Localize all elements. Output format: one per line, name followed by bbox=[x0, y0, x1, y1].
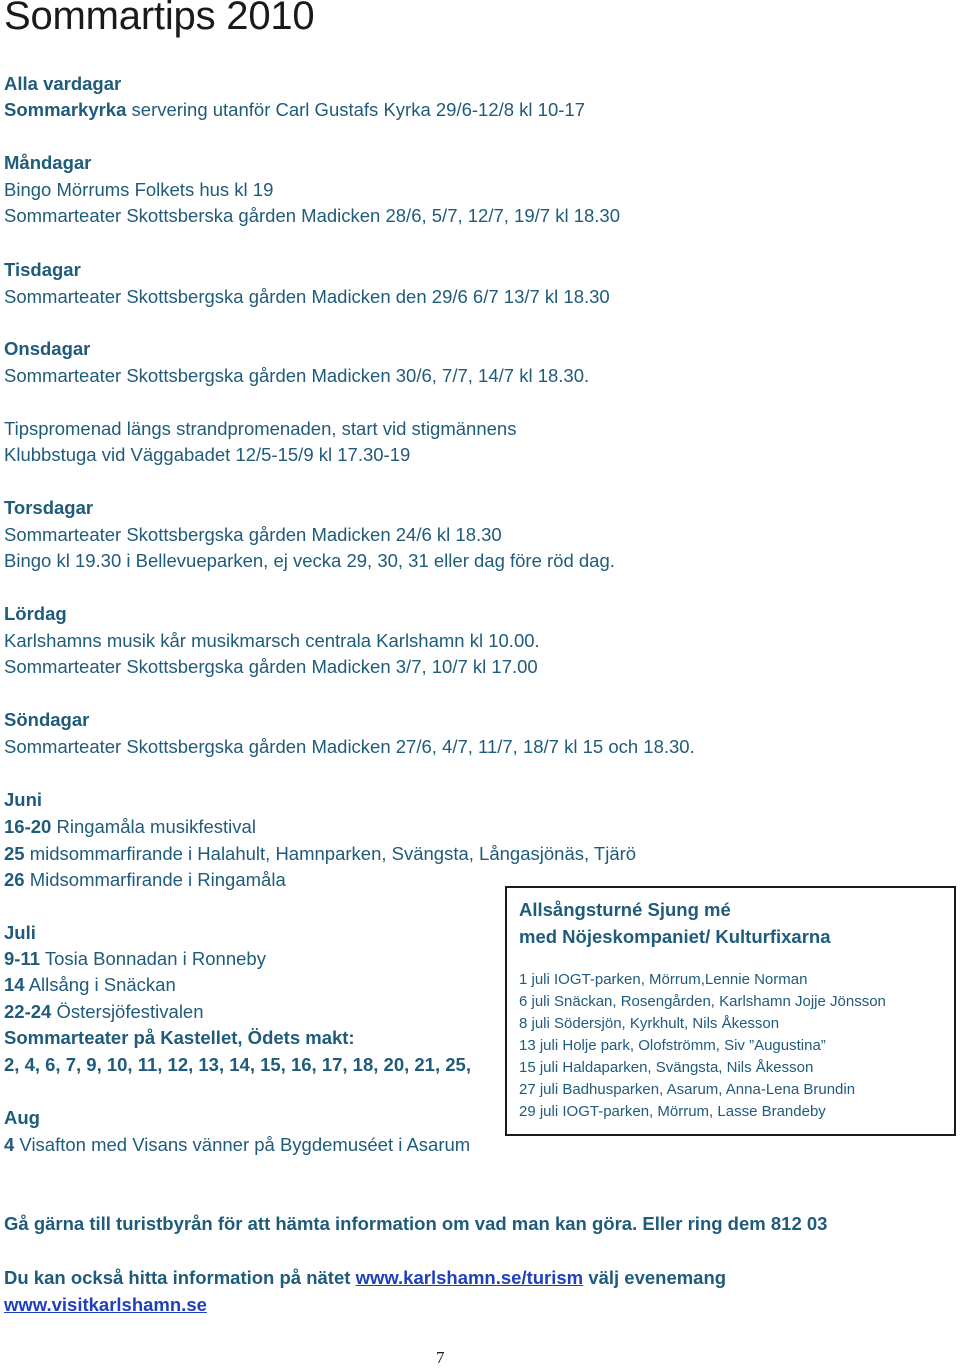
footer-web-text-end: välj evenemang bbox=[583, 1267, 727, 1288]
juni-item-text: Ringamåla musikfestival bbox=[51, 816, 256, 837]
kastellet-dates: 2, 4, 6, 7, 9, 10, 11, 12, 13, 14, 15, 16, 17, 18, 20, 21, 25, bbox=[4, 1054, 471, 1075]
heading-tisdagar: Tisdagar bbox=[4, 259, 81, 280]
allsang-item: 13 juli Holje park, Olofströmm, Siv ”Augustina” bbox=[519, 1037, 826, 1054]
onsdagar-tipspromenad-2: Klubbstuga vid Väggabadet 12/5-15/9 kl 17.30-19 bbox=[4, 444, 411, 465]
juli-item bbox=[4, 948, 266, 970]
allsang-title-2: med Nöjeskompaniet/ Kulturfixarna bbox=[519, 926, 831, 947]
juni-item-date: 16-20 bbox=[4, 816, 52, 837]
visitkarlshamn-link[interactable]: www.visitkarlshamn.se bbox=[4, 1294, 207, 1315]
aug-item-text: Visafton med Visans vänner på Bygdemuséet i Asarum bbox=[14, 1134, 471, 1155]
sommarkyrka-line bbox=[4, 99, 585, 121]
sondagar-teater: Sommarteater Skottsbergska gården Madicken 27/6, 4/7, 11/7, 18/7 kl 15 och 18.30. bbox=[4, 736, 695, 757]
heading-juni: Juni bbox=[4, 789, 43, 810]
sommarkyrka-text: servering utanför Carl Gustafs Kyrka 29/6-12/8 kl 10-17 bbox=[126, 99, 585, 120]
heading-juli: Juli bbox=[4, 922, 36, 943]
juli-item-text: Tosia Bonnadan i Ronneby bbox=[40, 948, 266, 969]
allsang-item: 8 juli Södersjön, Kyrkhult, Nils Åkesson bbox=[519, 1015, 780, 1032]
juli-item-date: 9-11 bbox=[4, 948, 41, 969]
allsang-item: 27 juli Badhusparken, Asarum, Anna-Lena Brundin bbox=[519, 1081, 856, 1098]
footer-web-info bbox=[4, 1267, 726, 1289]
torsdagar-bingo: Bingo kl 19.30 i Bellevueparken, ej vecka 29, 30, 31 eller dag före röd dag. bbox=[4, 550, 615, 571]
juli-item bbox=[4, 1001, 204, 1023]
juli-item-text: Allsång i Snäckan bbox=[24, 974, 176, 995]
aug-item-date: 4 bbox=[4, 1134, 15, 1155]
footer-turistbyra: Gå gärna till turistbyrån för att hämta information om vad man kan göra. Eller ring dem 812 03 bbox=[4, 1213, 828, 1234]
juni-item bbox=[4, 843, 636, 865]
allsang-title-1: Allsångsturné Sjung mé bbox=[519, 899, 731, 920]
tisdagar-teater: Sommarteater Skottsbergska gården Madicken den 29/6 6/7 13/7 kl 18.30 bbox=[4, 286, 610, 307]
heading-aug: Aug bbox=[4, 1107, 40, 1128]
heading-sondagar: Söndagar bbox=[4, 709, 90, 730]
juli-item-date: 22-24 bbox=[4, 1001, 52, 1022]
karlshamn-turism-link[interactable]: www.karlshamn.se/turism bbox=[355, 1267, 584, 1288]
allsang-item: 6 juli Snäckan, Rosengården, Karlshamn Jojje Jönsson bbox=[519, 993, 886, 1010]
juli-item bbox=[4, 974, 176, 996]
lordag-musikmarsch: Karlshamns musik kår musikmarsch centrala Karlshamn kl 10.00. bbox=[4, 630, 540, 651]
allsang-item: 15 juli Haldaparken, Svängsta, Nils Åkesson bbox=[519, 1059, 814, 1076]
juni-item bbox=[4, 816, 256, 838]
allsang-item: 29 juli IOGT-parken, Mörrum, Lasse Brandeby bbox=[519, 1103, 826, 1120]
torsdagar-teater: Sommarteater Skottsbergska gården Madicken 24/6 kl 18.30 bbox=[4, 524, 502, 545]
onsdagar-teater: Sommarteater Skottsbergska gården Madicken 30/6, 7/7, 14/7 kl 18.30. bbox=[4, 365, 590, 386]
sommarkyrka-label: Sommarkyrka bbox=[4, 99, 127, 120]
juni-item-text: Midsommarfirande i Ringamåla bbox=[24, 869, 286, 890]
heading-alla-vardagar: Alla vardagar bbox=[4, 73, 122, 94]
page-number: 7 bbox=[436, 1348, 445, 1367]
heading-mandagar: Måndagar bbox=[4, 152, 92, 173]
page-title: Sommartips 2010 bbox=[4, 0, 315, 38]
allsang-item: 1 juli IOGT-parken, Mörrum,Lennie Norman bbox=[519, 971, 808, 988]
mandagar-bingo: Bingo Mörrums Folkets hus kl 19 bbox=[4, 179, 274, 200]
juni-item bbox=[4, 869, 286, 891]
heading-onsdagar: Onsdagar bbox=[4, 338, 91, 359]
juni-item-date: 26 bbox=[4, 869, 25, 890]
juli-item-date: 14 bbox=[4, 974, 25, 995]
footer-web-text: Du kan också hitta information på nätet bbox=[4, 1267, 356, 1288]
juli-item-text: Östersjöfestivalen bbox=[51, 1001, 204, 1022]
lordag-teater: Sommarteater Skottsbergska gården Madicken 3/7, 10/7 kl 17.00 bbox=[4, 656, 538, 677]
allsang-box bbox=[505, 886, 956, 1136]
mandagar-teater: Sommarteater Skottsberska gården Madicken 28/6, 5/7, 12/7, 19/7 kl 18.30 bbox=[4, 205, 620, 226]
aug-item bbox=[4, 1134, 470, 1156]
juni-item-date: 25 bbox=[4, 843, 25, 864]
kastellet-heading: Sommarteater på Kastellet, Ödets makt: bbox=[4, 1027, 355, 1048]
heading-lordag: Lördag bbox=[4, 603, 67, 624]
heading-torsdagar: Torsdagar bbox=[4, 497, 94, 518]
juni-item-text: midsommarfirande i Halahult, Hamnparken, Svängsta, Långasjönäs, Tjärö bbox=[24, 843, 637, 864]
onsdagar-tipspromenad-1: Tipspromenad längs strandpromenaden, start vid stigmännens bbox=[4, 418, 517, 439]
footer-link-line bbox=[4, 1294, 207, 1316]
